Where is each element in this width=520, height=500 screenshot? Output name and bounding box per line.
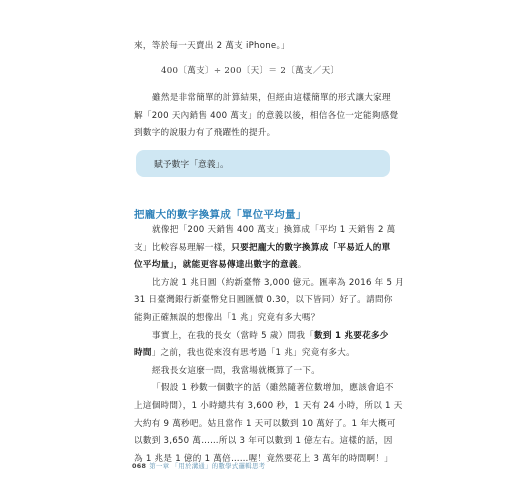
- text-line: 比方說 1 兆日圓（約新臺幣 3,000 億元。匯率為 2016 年 5 月: [152, 277, 405, 288]
- text-line: 「假設 1 秒數一個數字的話（雖然隨著位數增加，應該會追不: [152, 383, 394, 394]
- text-span: 事實上，在我的長女（當時 5 歲）問我「: [152, 330, 315, 341]
- text-line: 大約有 9 萬秒吧。姑且當作 1 天可以數到 10 萬好了。1 年大概可: [134, 418, 396, 429]
- text-line: 能夠正確無誤的想像出「1 兆」究竟有多大嗎？: [134, 312, 320, 323]
- text-line: 上這個時間），1 小時總共有 3,600 秒，1 天有 24 小時，所以 1 天: [134, 400, 403, 411]
- text-line: [134, 257, 390, 275]
- bold-text: 位平均量」，就能更容易傳達出數字的意義: [134, 260, 298, 271]
- body-text: [134, 222, 405, 468]
- paragraph-1: [134, 90, 399, 143]
- text-line: 經我長女這麼一問，我當場就概算了一下。: [152, 365, 321, 376]
- callout-box: [136, 150, 390, 177]
- formula: 400〔萬支〕÷ 200〔天〕＝ 2〔萬支／天〕: [161, 66, 340, 76]
- text-line: [134, 345, 390, 363]
- text-line: 31 日臺灣銀行新臺幣兌日圓匯價 0.30，以下皆同）好了。請問你: [134, 295, 393, 306]
- text-line: [134, 328, 390, 346]
- text-span: 。: [297, 260, 307, 271]
- text-line: 就像把「200 天銷售 400 萬支」換算成「平均 1 天銷售 2 萬: [152, 225, 396, 235]
- text-line: 雖然是非常簡單的計算結果，但經由這樣簡單的形式讓大家理: [152, 93, 391, 103]
- bold-text: 數到 1 兆要花多少: [314, 330, 389, 341]
- section-heading: 把龐大的數字換算成「單位平均量」: [134, 209, 307, 221]
- text-line: 來，等於每一天賣出 2 萬支 iPhone。」: [134, 41, 290, 51]
- text-line: [134, 240, 390, 258]
- page-number: 068: [132, 462, 147, 470]
- callout-text: 賦予數字「意義」。: [154, 160, 229, 170]
- text-span: 支」比較容易理解一樣，: [134, 242, 232, 253]
- text-line: 為 1 兆是 1 億的 1 萬倍……喔！竟然要花上 3 萬年的時間啊！」: [134, 453, 393, 464]
- bold-text: 只要把龐大的數字換算成「平易近人的單: [231, 242, 391, 253]
- text-span: 」之前，我也從來沒有思考過「1 兆」究竟有多大。: [151, 348, 355, 359]
- text-line: 以數到 3,650 萬……所以 3 年可以數到 1 億左右。這樣的話，因: [134, 436, 393, 447]
- intro-text: [134, 38, 390, 56]
- text-line: 解「200 天內銷售 400 萬支」的意義以後，相信各位一定能夠感覺: [134, 110, 399, 121]
- chapter-title: 第一章 「用於溝通」的數學式邏輯思考: [149, 462, 266, 470]
- bold-text: 時間: [134, 348, 152, 359]
- page-footer: [132, 461, 265, 470]
- text-line: 到數字的說服力有了飛躍性的提升。: [134, 128, 276, 139]
